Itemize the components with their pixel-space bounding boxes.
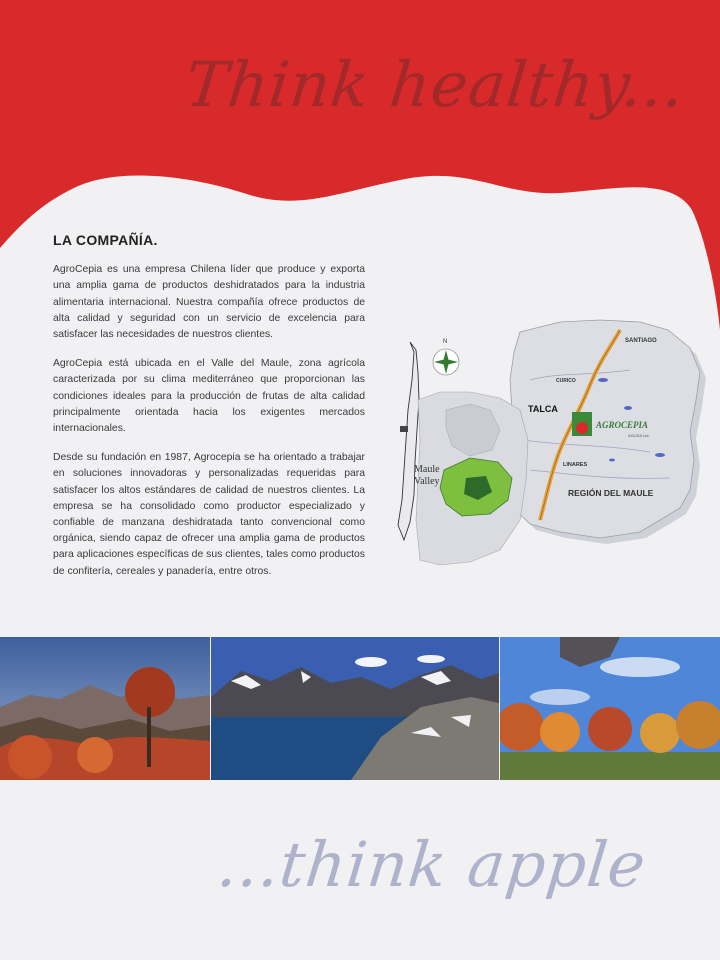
city-label-linares: LINARES (563, 462, 588, 468)
paragraph-location: AgroCepia está ubicada en el Valle del Maule, zona agrícola caracterizada por su clima mediterráneo que proporcionan las condiciones ideales para la producción de frutas de alta calidad principalmente orientada hacia los exigentes mercados internacionales. (53, 358, 365, 435)
city-label-curico: CURICO (556, 378, 576, 384)
autumn-mountain-photo (0, 637, 210, 780)
maule-label-line1: Maule (414, 464, 440, 475)
region-label: REGIÓN DEL MAULE (568, 488, 654, 498)
maule-label-line2: Valley (414, 476, 440, 487)
paragraph-history: Desde su fundación en 1987, Agrocepia se ha orientado a trabajar en soluciones innovadoras y personalizadas requeridas para satisfacer los altos estándares de calidad de nuestros clientes. La empresa se ha consolidado como productor especializado y confiable de manzana deshidratada tanto convencional como orgánica, siendo capaz de ofrecer una amplia gama de productos para aplicaciones específicas de sus clientes, tales como productos de confitería, cereales y panadería, entre otros. (53, 452, 365, 577)
section-title: LA COMPAÑÍA. (53, 232, 158, 248)
paragraph-intro: AgroCepia es una empresa Chilena líder que produce y exporta una amplia gama de productos deshidratados para la industria alimentaria internacional. Nuestra compañía ofrece productos de alta calidad y seguridad con un servicio de excelencia para satisfacer las necesidades de nuestros clientes. (53, 264, 365, 341)
compass-rose-icon (433, 339, 459, 375)
logo-subtitle: AGUSA Ltd. (628, 433, 650, 438)
city-label-santiago: SANTIAGO (625, 338, 657, 344)
logo-wordmark: AGROCEPIA (596, 420, 649, 430)
think-apple-tagline: ...think apple (214, 828, 650, 901)
think-healthy-headline: Think healthy... (182, 48, 689, 121)
landscape-photo-strip (0, 637, 720, 780)
mountain-lake-photo (211, 637, 499, 780)
compass-north-label: N (443, 339, 448, 345)
chile-outline (398, 342, 419, 540)
autumn-forest-photo (500, 637, 720, 780)
city-label-talca: TALCA (528, 404, 558, 414)
